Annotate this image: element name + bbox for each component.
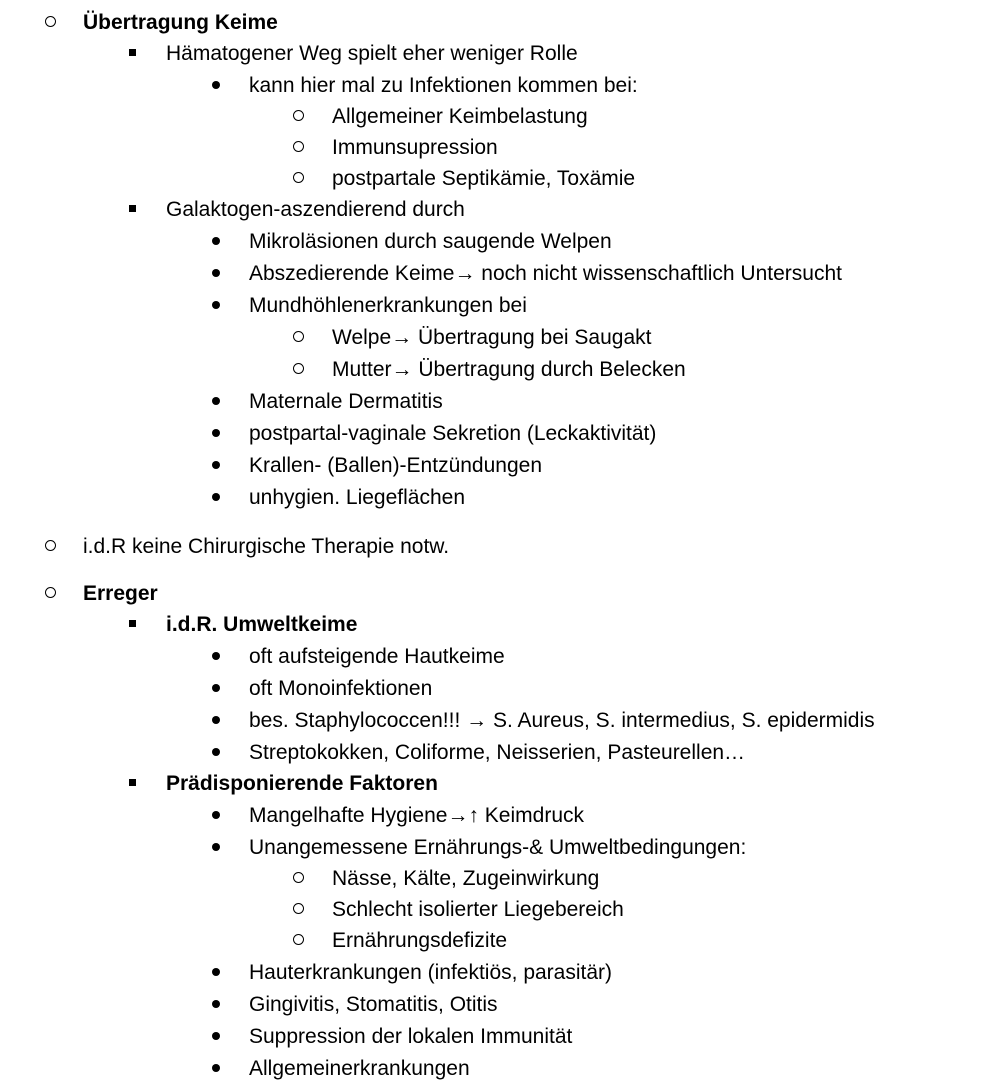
list-item-text: Welpe→ Übertragung bei Saugakt <box>332 326 652 349</box>
square-bullet-icon <box>122 612 142 638</box>
list-item-text: Mikroläsionen durch saugende Welpen <box>249 230 612 253</box>
circle-bullet-icon <box>40 10 60 36</box>
disc-bullet-icon <box>206 1024 226 1050</box>
disc-bullet-icon <box>206 803 226 829</box>
disc-bullet-icon <box>206 421 226 447</box>
circle-bullet-icon <box>288 866 308 892</box>
circle-bullet-icon <box>40 581 60 607</box>
list-item-text: Nässe, Kälte, Zugeinwirkung <box>332 867 600 890</box>
list-item-text: Suppression der lokalen Immunität <box>249 1025 573 1048</box>
disc-bullet-icon <box>206 1056 226 1082</box>
list-item-text: Hauterkrankungen (infektiös, parasitär) <box>249 961 613 984</box>
list-item-text: Abszedierende Keime→ noch nicht wissenschaftlich Untersucht <box>249 262 842 285</box>
disc-bullet-icon <box>206 453 226 479</box>
list-item-text: postpartale Septikämie, Toxämie <box>332 167 636 190</box>
list-item-text: kann hier mal zu Infektionen kommen bei: <box>249 74 638 97</box>
list-item-text: Gingivitis, Stomatitis, Otitis <box>249 993 498 1016</box>
disc-bullet-icon <box>206 740 226 766</box>
disc-bullet-icon <box>206 293 226 319</box>
disc-bullet-icon <box>206 229 226 255</box>
circle-bullet-icon <box>288 325 308 351</box>
section-heading: Übertragung Keime <box>83 11 278 34</box>
circle-bullet-icon <box>288 357 308 383</box>
disc-bullet-icon <box>206 261 226 287</box>
section-heading: i.d.R keine Chirurgische Therapie notw. <box>83 535 450 558</box>
list-item-text: Mutter→ Übertragung durch Belecken <box>332 358 686 381</box>
disc-bullet-icon <box>206 835 226 861</box>
list-item-text: Maternale Dermatitis <box>249 390 443 413</box>
circle-bullet-icon <box>40 534 60 560</box>
circle-bullet-icon <box>288 104 308 130</box>
circle-bullet-icon <box>288 897 308 923</box>
list-item-text: Mangelhafte Hygiene→↑ Keimdruck <box>249 804 584 827</box>
list-item-text: oft Monoinfektionen <box>249 677 433 700</box>
list-item-text: unhygien. Liegeflächen <box>249 486 466 509</box>
circle-bullet-icon <box>288 135 308 161</box>
list-item-text: Mundhöhlenerkrankungen bei <box>249 294 527 317</box>
list-item-text: Allgemeinerkrankungen <box>249 1057 470 1080</box>
square-bullet-icon <box>122 771 142 797</box>
disc-bullet-icon <box>206 389 226 415</box>
list-item-text: oft aufsteigende Hautkeime <box>249 645 505 668</box>
list-item-text: Schlecht isolierter Liegebereich <box>332 898 624 921</box>
disc-bullet-icon <box>206 644 226 670</box>
disc-bullet-icon <box>206 485 226 511</box>
disc-bullet-icon <box>206 676 226 702</box>
list-item-text: Ernährungsdefizite <box>332 929 508 952</box>
list-item-text: postpartal-vaginale Sekretion (Leckaktivität) <box>249 422 657 445</box>
square-bullet-icon <box>122 197 142 223</box>
list-item-text: Hämatogener Weg spielt eher weniger Rolle <box>166 42 578 65</box>
square-bullet-icon <box>122 41 142 67</box>
section-heading: Erreger <box>83 582 158 605</box>
list-item-text: Immunsupression <box>332 136 498 159</box>
list-item-text: Unangemessene Ernährungs-& Umweltbedingungen: <box>249 836 747 859</box>
disc-bullet-icon <box>206 960 226 986</box>
circle-bullet-icon <box>288 166 308 192</box>
disc-bullet-icon <box>206 708 226 734</box>
circle-bullet-icon <box>288 928 308 954</box>
list-item-text: Krallen- (Ballen)-Entzündungen <box>249 454 543 477</box>
disc-bullet-icon <box>206 992 226 1018</box>
subsection-heading: Prädisponierende Faktoren <box>166 772 438 795</box>
list-item-text: Streptokokken, Coliforme, Neisserien, Pasteurellen… <box>249 741 746 764</box>
list-item-text: bes. Staphylococcen!!! → S. Aureus, S. intermedius, S. epidermidis <box>249 709 875 732</box>
list-item-text: Allgemeiner Keimbelastung <box>332 105 588 128</box>
disc-bullet-icon <box>206 73 226 99</box>
subsection-heading: i.d.R. Umweltkeime <box>166 613 358 636</box>
list-item-text: Galaktogen-aszendierend durch <box>166 198 465 221</box>
